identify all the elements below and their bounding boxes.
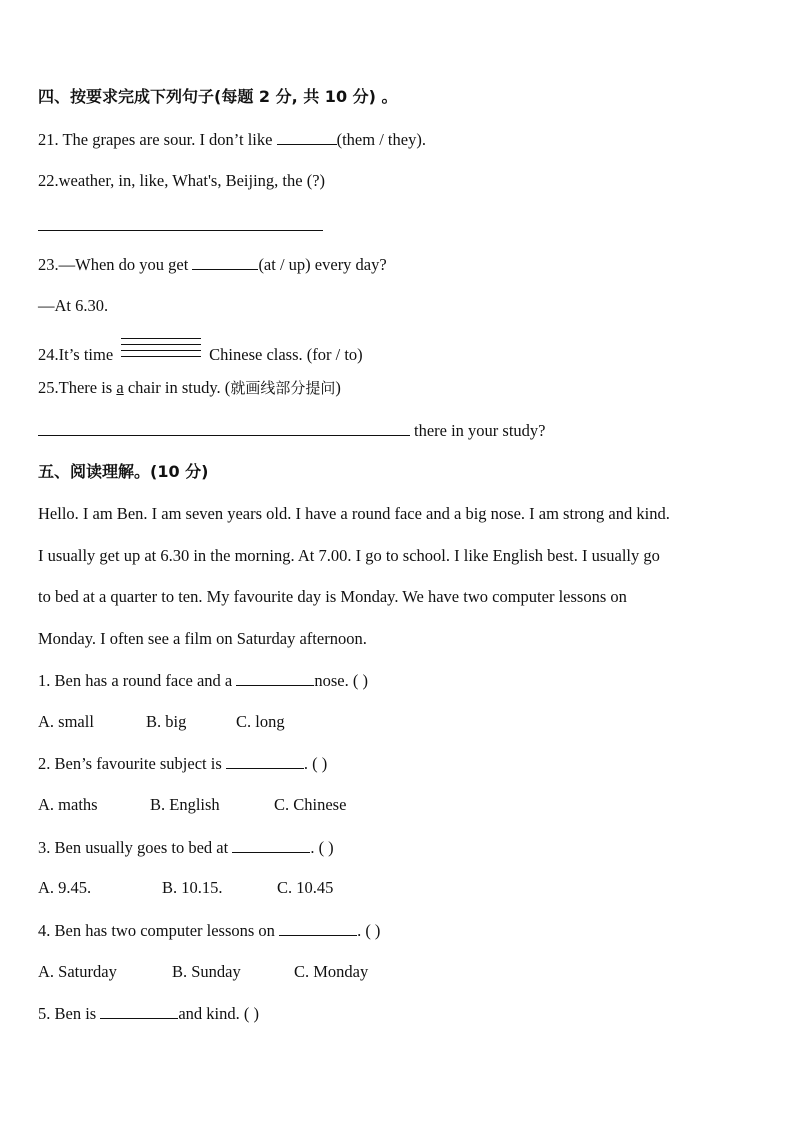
reading-question-1: 1. Ben has a round face and a nose. ( )	[38, 671, 368, 690]
answer-blank[interactable]	[38, 421, 410, 436]
answer-blank[interactable]	[192, 253, 258, 270]
option-b[interactable]: B. 10.15.	[162, 878, 223, 897]
reading-question-3: 3. Ben usually goes to bed at . ( )	[38, 838, 334, 857]
answer-blank[interactable]	[100, 1002, 178, 1019]
question-23: 23.—When do you get (at / up) every day?	[38, 255, 387, 274]
question-25-answer-line: there in your study?	[38, 420, 546, 442]
answer-blank[interactable]	[279, 919, 357, 936]
answer-blank[interactable]	[236, 669, 314, 686]
question-23-answer: —At 6.30.	[38, 296, 109, 315]
option-b[interactable]: B. big	[146, 712, 187, 731]
question-24: 24.It’s time Chinese class. (for / to)	[38, 338, 363, 366]
question-21-number: 21	[38, 130, 55, 149]
reading-question-2: 2. Ben’s favourite subject is . ( )	[38, 754, 328, 773]
reading-question-5: 5. Ben is and kind. ( )	[38, 1004, 259, 1023]
option-c[interactable]: C. Chinese	[274, 795, 347, 814]
option-a[interactable]: A. 9.45.	[38, 878, 92, 897]
answer-blank-lines[interactable]	[121, 338, 201, 364]
option-a[interactable]: A. maths	[38, 795, 98, 814]
question-25: 25.There is a chair in study. (就画线部分提问)	[38, 378, 341, 397]
option-c[interactable]: C. 10.45	[277, 878, 334, 897]
passage-line: to bed at a quarter to ten. My favourite day is Monday. We have two computer lessons on	[38, 587, 627, 606]
option-a[interactable]: A. Saturday	[38, 962, 117, 981]
passage-line: I usually get up at 6.30 in the morning. At 7.00. I go to school. I like English best. I usually go	[38, 546, 660, 565]
option-c[interactable]: C. Monday	[294, 962, 369, 981]
reading-question-4: 4. Ben has two computer lessons on . ( )	[38, 921, 381, 940]
section-4-heading: 四、按要求完成下列句子(每题 2 分, 共 10 分) 。	[38, 87, 398, 106]
answer-blank[interactable]	[277, 128, 337, 145]
option-b[interactable]: B. Sunday	[172, 962, 241, 981]
answer-blank[interactable]	[232, 836, 310, 853]
underlined-word: a	[116, 378, 124, 397]
section-5-heading: 五、阅读理解。(10 分)	[38, 462, 209, 481]
option-a[interactable]: A. small	[38, 712, 94, 731]
passage-line: Monday. I often see a film on Saturday afternoon.	[38, 629, 367, 648]
passage-line: Hello. I am Ben. I am seven years old. I have a round face and a big nose. I am strong and kind.	[38, 504, 670, 523]
answer-blank[interactable]	[226, 752, 304, 769]
question-22: 22.weather, in, like, What's, Beijing, the (?)	[38, 171, 326, 190]
answer-line-22[interactable]	[38, 230, 323, 231]
question-note: 就画线部分提问	[230, 379, 336, 397]
question-21: 21. The grapes are sour. I don’t like (them / they).	[38, 130, 426, 149]
option-c[interactable]: C. long	[236, 712, 285, 731]
option-b[interactable]: B. English	[150, 795, 220, 814]
